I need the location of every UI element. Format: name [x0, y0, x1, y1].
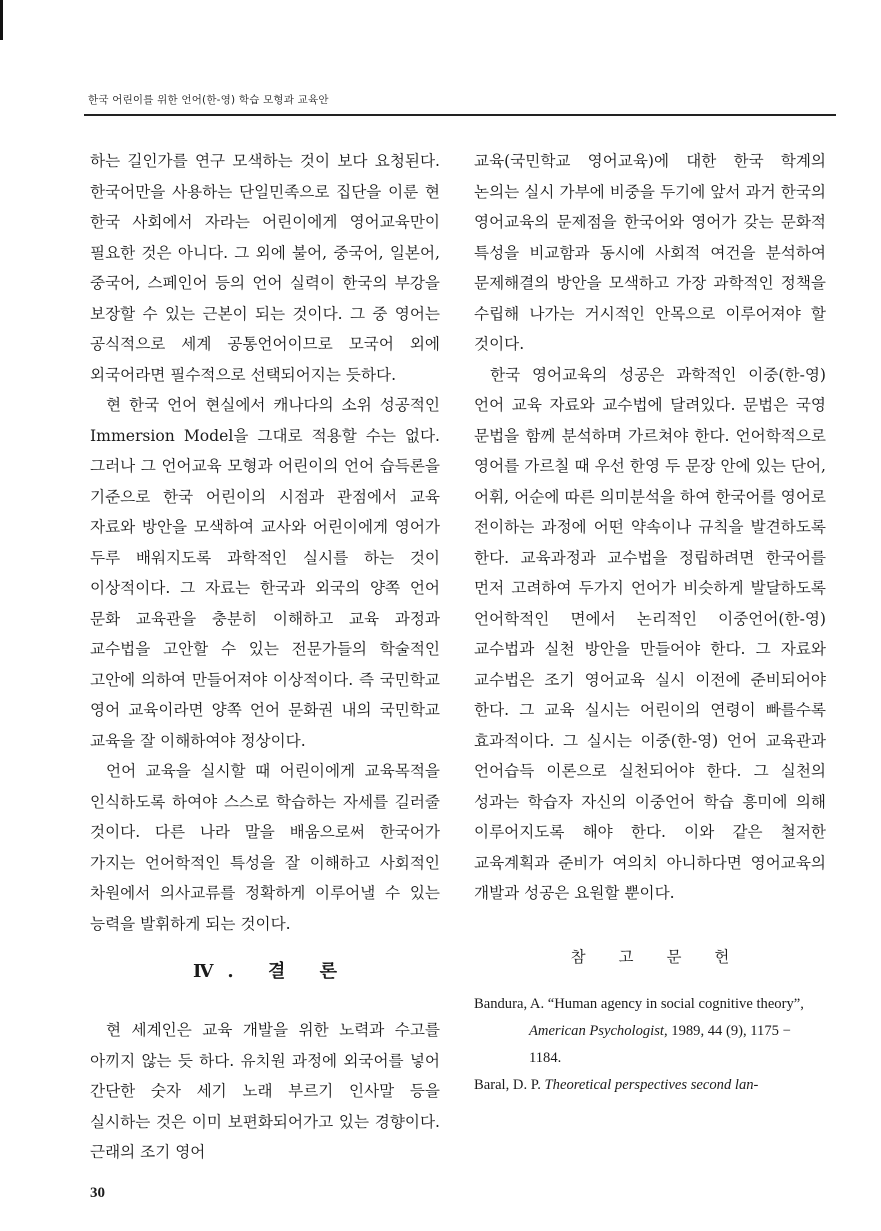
paragraph: 한국 영어교육의 성공은 과학적인 이중(한-영)언어 교육 자료와 교수법에 달려있다. 문법은 국영 문법을 함께 분석하며 가르쳐야 한다. 언어학적으로 영어를 가르칠 때 우선 한영 두 문장 안에 있는 단어, 어휘, 어순에 따른 의미분석을 하여 한국어를 영어로 전이하는 과정에 어떤 약속이나 규칙을 발견하도록 한다. 교육과정과 교수법을 정립하려면 한국어를 먼저 고려하여 두가지 언어가 비슷하게 발달하도록 언어학적인 면에서 논리적인 이중언어(한-영) 교수법과 실천 방안을 만들어야 한다. 그 자료와 교수법은 조기 영어교육 실시 이전에 준비되어야 한다. 그 교육 실시는 어린이의 연령이 빠를수록 효과적이다. 그 실시는 이중(한-영) 언어 교육관과 언어습득 이론으로 실천되어야 한다. 그 실천의 성과는 학습자 자신의 이중언어 학습 흥미에 의해 이루어지도록 해야 한다. 이와 같은 철저한 교육계획과 준비가 여의치 아니하다면 영어교육의 개발과 성공은 요원할 뿐이다. [474, 365, 826, 902]
right-column [474, 146, 826, 1099]
references-heading: 참 고 문 헌 [570, 947, 744, 966]
reference-text: , 1989, 44 (9), 1175 − 1184. [529, 1022, 791, 1066]
running-header: 한국 어린이를 위한 언어(한-영) 학습 모형과 교육안 [88, 94, 329, 106]
paragraph: 하는 길인가를 연구 모색하는 것이 보다 요청된다. 한국어만을 사용하는 단일민족으로 집단을 이룬 현 한국 사회에서 자라는 어린이에게 영어교육만이 필요한 것은 아니다. 그 외에 불어, 중국어, 일본어, 중국어, 스페인어 등의 언어 실력이 한국의 부강을 보장할 수 있는 근본이 되는 것이다. 그 중 영어는 공식적으로 세계 공통언어이므로 모국어 외에 외국어라면 필수적으로 선택되어지는 듯하다. [90, 152, 440, 384]
reference-entry [474, 991, 826, 1072]
paragraph: 교육(국민학교 영어교육)에 대한 한국 학계의 논의는 실시 가부에 비중을 두기에 앞서 과거 한국의 영어교육의 문제점을 한국어와 영어가 갖는 문화적 특성을 비교함과 동시에 사회적 여건을 분석하여 문제해결의 방안을 모색하고 가장 과학적인 정책을 수립해 나가는 거시적인 안목으로 이루어져야 할 것이다. [474, 152, 826, 353]
page-number: 30 [90, 1185, 105, 1201]
section-heading-conclusion: Ⅳ. 결 론 [192, 961, 351, 982]
margin-mark [0, 0, 3, 40]
reference-journal: American Psychologist [529, 1022, 664, 1039]
reference-journal: Theoretical perspectives second lan- [544, 1076, 759, 1093]
reference-text: Bandura, A. “Human agency in social cognitive theory”, [474, 995, 804, 1012]
left-column [90, 146, 440, 1168]
reference-entry [474, 1072, 826, 1099]
paragraph: 현 세계인은 교육 개발을 위한 노력과 수고를 아끼지 않는 듯 하다. 유치원 과정에 외국어를 넣어 간단한 숫자 세기 노래 부르기 인사말 등을 실시하는 것은 이미 보편화되어가고 있는 경향이다. 근래의 조기 영어 [90, 1021, 440, 1161]
reference-text: Baral, D. P. [474, 1076, 541, 1093]
paragraph: 현 한국 언어 현실에서 캐나다의 소위 성공적인 Immersion Model을 그대로 적용할 수는 없다. 그러나 그 언어교육 모형과 어린이의 언어 습득론을 기준으로 한국 어린이의 시점과 관점에서 교육 자료와 방안을 모색하여 교사와 어린이에게 영어가 두루 배워지도록 과학적인 실시를 하는 것이 이상적이다. 그 자료는 한국과 외국의 양쪽 언어 문화 교육관을 충분히 이해하고 교육 과정과 교수법을 고안할 수 있는 전문가들의 학술적인 고안에 의하여 만들어져야 이상적이다. 즉 국민학교 영어 교육이라면 양쪽 언어 문화권 내의 국민학교 교육을 잘 이해하여야 정상이다. [90, 396, 440, 750]
paragraph: 언어 교육을 실시할 때 어린이에게 교육목적을 인식하도록 하여야 스스로 학습하는 자세를 길러줄 것이다. 다른 나라 말을 배움으로써 한국어가 가지는 언어학적인 특성을 잘 이해하고 사회적인 차원에서 의사교류를 정확하게 이루어낼 수 있는 능력을 발휘하게 되는 것이다. [90, 762, 440, 933]
header-rule [84, 114, 836, 116]
